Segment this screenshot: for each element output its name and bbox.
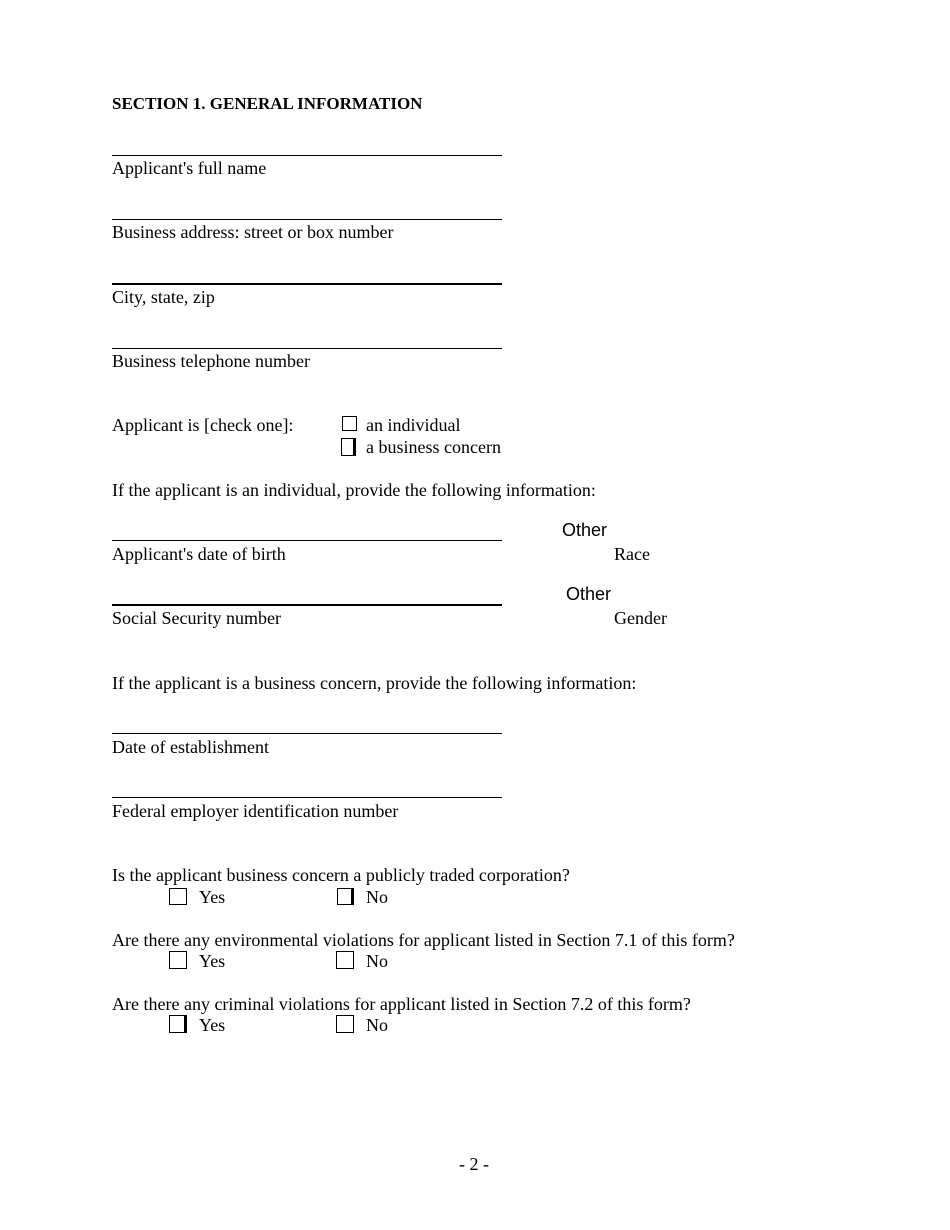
- ssn-line: [112, 604, 502, 606]
- applicant-business-label: a business concern: [366, 437, 501, 457]
- section-title: SECTION 1. GENERAL INFORMATION: [112, 94, 423, 113]
- race-value[interactable]: Other: [562, 520, 608, 540]
- publicly-traded-no-checkbox[interactable]: [337, 888, 354, 905]
- city-state-zip-label: City, state, zip: [112, 287, 215, 307]
- city-state-zip-line: [112, 283, 502, 285]
- fein-input[interactable]: [112, 757, 506, 799]
- question-environmental-violations: Are there any environmental violations for applicant listed in Section 7.1 of this form?: [112, 930, 735, 950]
- full-name-input[interactable]: [112, 115, 506, 157]
- date-of-establishment-label: Date of establishment: [112, 737, 269, 757]
- date-of-birth-line: [112, 540, 502, 541]
- publicly-traded-yes-label: Yes: [199, 887, 226, 907]
- publicly-traded-no-label: No: [366, 887, 388, 907]
- full-name-label: Applicant's full name: [112, 158, 267, 178]
- city-state-zip-input[interactable]: [112, 243, 506, 285]
- gender-label: Gender: [614, 608, 667, 628]
- race-label: Race: [614, 544, 650, 564]
- environmental-no-checkbox[interactable]: [336, 951, 354, 969]
- full-name-line: [112, 155, 502, 156]
- fein-label: Federal employer identification number: [112, 801, 399, 821]
- business-phone-input[interactable]: [112, 308, 506, 350]
- applicant-business-checkbox[interactable]: [341, 438, 356, 456]
- individual-intro: If the applicant is an individual, provide the following information:: [112, 480, 596, 500]
- applicant-individual-label: an individual: [366, 415, 461, 435]
- date-of-establishment-line: [112, 733, 502, 734]
- business-address-label: Business address: street or box number: [112, 222, 394, 242]
- criminal-yes-checkbox[interactable]: [169, 1015, 187, 1033]
- page-number: - 2 -: [459, 1154, 489, 1174]
- criminal-no-checkbox[interactable]: [336, 1015, 354, 1033]
- business-address-line: [112, 219, 502, 220]
- ssn-label: Social Security number: [112, 608, 281, 628]
- environmental-yes-label: Yes: [199, 951, 226, 971]
- environmental-no-label: No: [366, 951, 388, 971]
- business-intro: If the applicant is a business concern, provide the following information:: [112, 673, 637, 693]
- business-phone-line: [112, 348, 502, 349]
- date-of-establishment-input[interactable]: [112, 693, 506, 735]
- applicant-type-label: Applicant is [check one]:: [112, 415, 294, 435]
- question-publicly-traded: Is the applicant business concern a publicly traded corporation?: [112, 865, 570, 885]
- business-phone-label: Business telephone number: [112, 351, 310, 371]
- question-criminal-violations: Are there any criminal violations for applicant listed in Section 7.2 of this form?: [112, 994, 691, 1014]
- ssn-input[interactable]: [112, 564, 506, 606]
- criminal-yes-label: Yes: [199, 1015, 226, 1035]
- date-of-birth-label: Applicant's date of birth: [112, 544, 286, 564]
- environmental-yes-checkbox[interactable]: [169, 951, 187, 969]
- date-of-birth-input[interactable]: [112, 500, 506, 542]
- criminal-no-label: No: [366, 1015, 388, 1035]
- fein-line: [112, 797, 502, 798]
- publicly-traded-yes-checkbox[interactable]: [169, 888, 187, 905]
- gender-value[interactable]: Other: [566, 584, 612, 604]
- applicant-individual-checkbox[interactable]: [342, 416, 357, 431]
- business-address-input[interactable]: [112, 179, 506, 221]
